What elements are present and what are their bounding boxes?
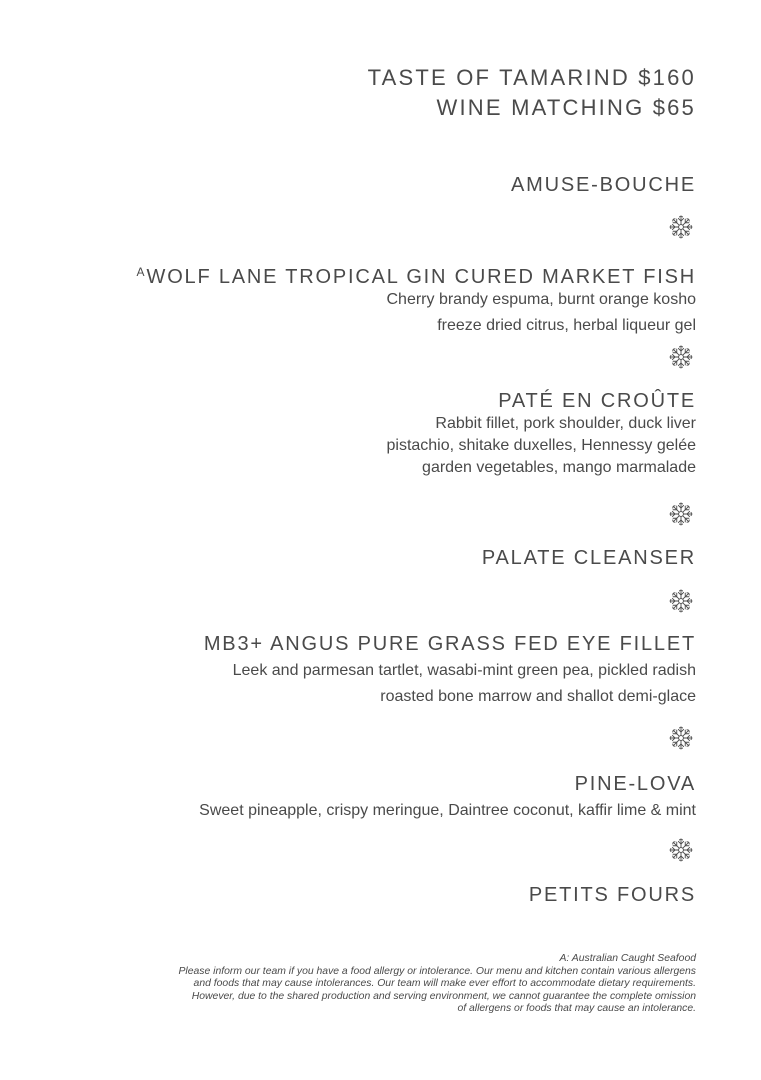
- course-title-palate-cleanser: PALATE CLEANSER: [481, 547, 696, 569]
- snowflake-ornament-icon: [669, 838, 693, 862]
- snowflake-ornament-icon: [669, 502, 693, 526]
- course-title-petits-fours: PETITS FOURS: [528, 884, 696, 906]
- course-title-eye-fillet: MB3+ ANGUS PURE GRASS FED EYE FILLET: [203, 633, 696, 655]
- course-description-line: Rabbit fillet, pork shoulder, duck liver: [435, 415, 696, 432]
- menu-price-line: TASTE OF TAMARIND $160: [367, 65, 696, 90]
- snowflake-ornament-icon: [669, 726, 693, 750]
- course-title-text: WOLF LANE TROPICAL GIN CURED MARKET FISH: [146, 266, 696, 288]
- course-title-pine-lova: PINE-LOVA: [574, 773, 696, 795]
- course-description-line: Leek and parmesan tartlet, wasabi-mint green pea, pickled radish: [232, 662, 696, 679]
- course-description-line: Sweet pineapple, crispy meringue, Daintree coconut, kaffir lime & mint: [199, 802, 696, 819]
- footnote-line: of allergens or foods that may cause an intolerance.: [457, 1003, 696, 1015]
- snowflake-ornament-icon: [669, 345, 693, 369]
- course-description-line: roasted bone marrow and shallot demi-glace: [380, 688, 696, 705]
- footnote-line: and foods that may cause intolerances. Our team will make ever effort to accommodate dietary requirements.: [193, 978, 696, 990]
- course-description-line: Cherry brandy espuma, burnt orange kosho: [386, 291, 696, 308]
- course-description-line: pistachio, shitake duxelles, Hennessy gelée: [386, 437, 696, 454]
- australian-seafood-marker: A: [136, 265, 145, 279]
- footnote-legend: A: Australian Caught Seafood: [559, 953, 696, 964]
- snowflake-ornament-icon: [669, 215, 693, 239]
- footnote-line: However, due to the shared production and serving environment, we cannot guarantee the complete omission: [191, 990, 696, 1002]
- course-description-line: freeze dried citrus, herbal liqueur gel: [437, 317, 696, 334]
- allergen-footnote: [36, 953, 696, 1016]
- footnote-line: Please inform our team if you have a food allergy or intolerance. Our menu and kitchen contain various allergens: [178, 965, 696, 977]
- course-title-amuse-bouche: AMUSE-BOUCHE: [511, 174, 696, 196]
- course-title-cured-fish: [137, 259, 697, 290]
- snowflake-ornament-icon: [669, 589, 693, 613]
- course-title-pate-en-croute: PATÉ EN CROÛTE: [498, 390, 696, 412]
- wine-matching-price-line: WINE MATCHING $65: [436, 95, 696, 120]
- course-description-line: garden vegetables, mango marmalade: [422, 459, 696, 476]
